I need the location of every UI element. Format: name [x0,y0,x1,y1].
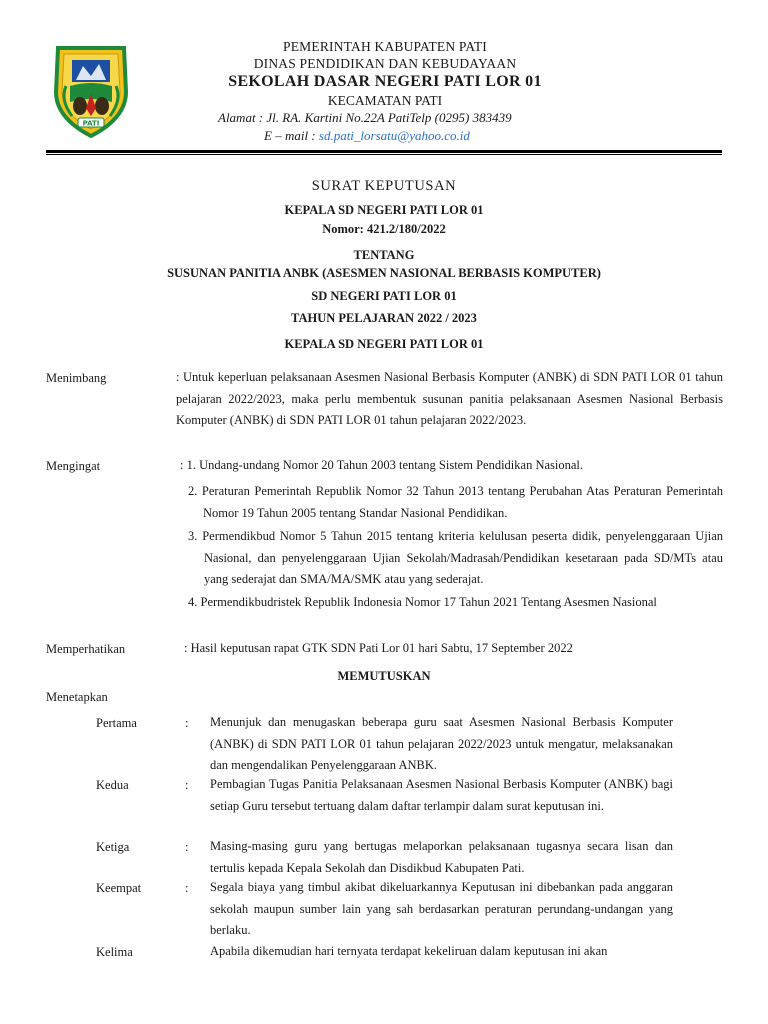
decision-1-text: Menunjuk dan menugaskan beberapa guru saat Asesmen Nasional Berbasis Komputer (ANBK) di SDN PATI LOR 01 tahun pelajaran 2022/2023 untuk mengatur, melaksanakan dan mengendalikan Penyelenggaraan ANBK. [210,715,673,772]
issuer-repeat: KEPALA SD NEGERI PATI LOR 01 [284,337,484,351]
academic-year: TAHUN PELAJARAN 2022 / 2023 [291,311,477,325]
logo-text: PATI [82,119,100,128]
decision-1-colon: : [185,716,189,730]
menetapkan-label: Menetapkan [46,690,108,704]
mengingat-item-1: : 1. Undang-undang Nomor 20 Tahun 2003 tentang Sistem Pendidikan Nasional. [180,458,584,472]
agency-name: DINAS PENDIDIKAN DAN KEBUDAYAAN [253,56,517,71]
menimbang-label: Menimbang [46,371,107,385]
decision-3-text: Masing-masing guru yang bertugas melaporkan pelaksanaan tugasnya secara lisan dan tertulis kepada Kepala Sekolah dan Disdikbud Kabupaten Pati. [210,839,673,875]
school-name: SEKOLAH DASAR NEGERI PATI LOR 01 [228,73,542,90]
gov-name: PEMERINTAH KABUPATEN PATI [283,39,487,54]
school-email [264,128,470,144]
mengingat-item-2: 2. Peraturan Pemerintah Republik Nomor 32 Tahun 2013 tentang Perubahan Atas Peraturan Pemerintah Nomor 19 Tahun 2005 tentang Standar Nasional Pendidikan. [188,484,723,520]
decision-2-colon: : [185,778,189,792]
letterhead-rule-thin [46,154,722,155]
decision-4-text: Segala biaya yang timbul akibat dikeluarkannya Keputusan ini dibebankan pada anggaran sekolah maupun sumber lain yang sah berdasarkan peraturan perundang-undangan yang berlaku. [210,880,673,937]
decision-5-text: Apabila dikemudian hari ternyata terdapat kekeliruan dalam keputusan ini akan [210,944,608,958]
mengingat-item-4: 4. Permendikbudristek Republik Indonesia Nomor 17 Tahun 2021 Tentang Asesmen Nasional [188,595,657,609]
memperhatikan-label: Memperhatikan [46,642,126,656]
letterhead-rule-thick [46,150,722,153]
email-link[interactable]: sd.pati_lorsatu@yahoo.co.id [318,128,470,143]
menimbang-text: : Untuk keperluan pelaksanaan Asesmen Nasional Berbasis Komputer (ANBK) di SDN PATI LOR 01 tahun pelajaran 2022/2023, maka perlu membentuk susunan panitia pelaksanaan Asesmen Nasional Berbasis Komputer (ANBK) di SDN PATI LOR 01 tahun pelajaran 2022/2023. [176,370,723,427]
decision-2-label: Kedua [96,778,129,792]
memperhatikan-text: : Hasil keputusan rapat GTK SDN Pati Lor 01 hari Sabtu, 17 September 2022 [184,641,573,655]
district-name: KECAMATAN PATI [327,93,443,108]
decision-2-text: Pembagian Tugas Panitia Pelaksanaan Asesmen Nasional Berbasis Komputer (ANBK) bagi setiap Guru tersebut tertuang dalam daftar terlampir dalam surat keputusan ini. [210,777,673,813]
decision-heading: MEMUTUSKAN [337,669,431,683]
school-address: Alamat : Jl. RA. Kartini No.22A PatiTelp (0295) 383439 [218,110,512,125]
mengingat-item-3: 3. Permendikbud Nomor 5 Tahun 2015 tentang kriteria kelulusan peserta didik, penyelenggaraan Ujian Nasional, dan penyelenggaraan Ujian Sekolah/Madrasah/Pendidikan kesetaraan pada SD/MTs atau yang sederajat dan SMA/MA/SMK atau yang sederajat. [188,529,723,586]
email-label: E – mail : [264,128,316,143]
document-number: Nomor: 421.2/180/2022 [322,222,446,236]
decision-4-label: Keempat [96,881,142,895]
decision-4-colon: : [185,881,189,895]
school: SD NEGERI PATI LOR 01 [311,289,457,303]
about-heading: TENTANG [353,248,415,262]
decision-5-label: Kelima [96,945,133,959]
decision-3-colon: : [185,840,189,854]
decision-3-label: Ketiga [96,840,130,854]
subject: SUSUNAN PANITIA ANBK (ASESMEN NASIONAL BERBASIS KOMPUTER) [167,266,601,280]
document-title: SURAT KEPUTUSAN [311,178,457,194]
decision-1-label: Pertama [96,716,137,730]
issuer: KEPALA SD NEGERI PATI LOR 01 [284,203,484,217]
regency-crest-logo [50,40,132,140]
mengingat-label: Mengingat [46,459,101,473]
